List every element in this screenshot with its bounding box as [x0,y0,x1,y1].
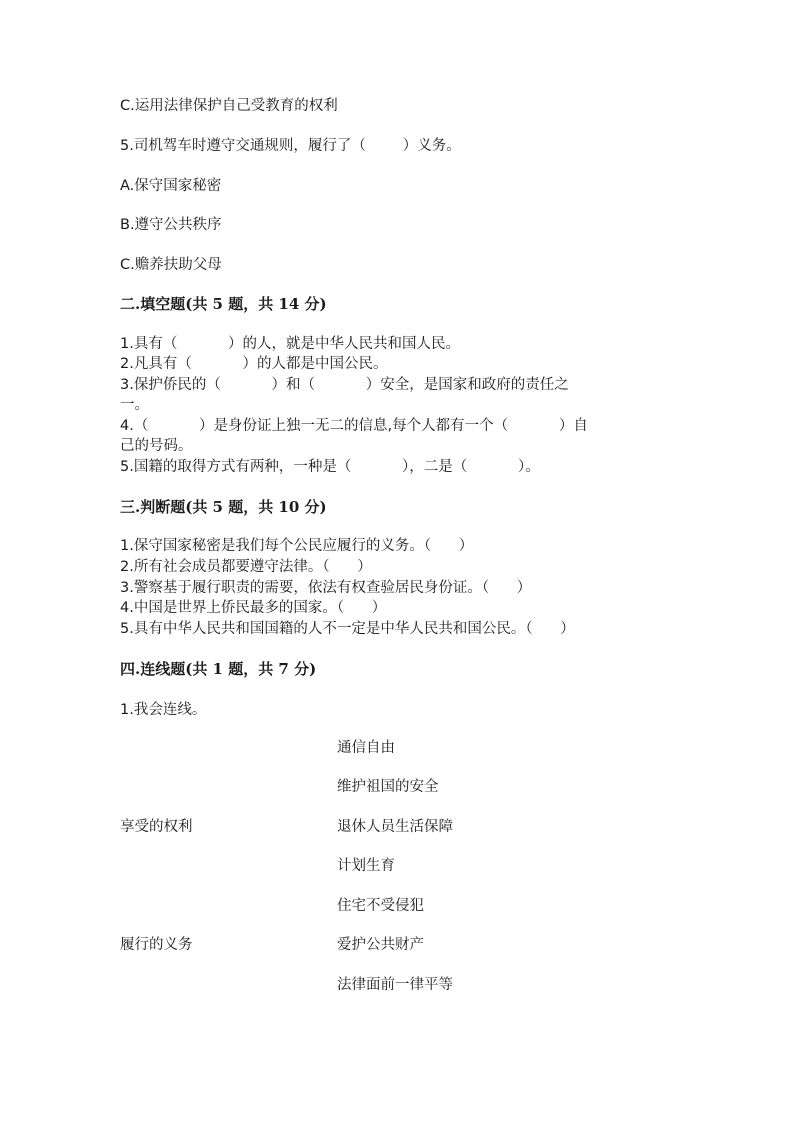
fill-blank-line: 己的号码。 [120,438,193,454]
matching-right-item: 退休人员生活保障 [337,819,453,835]
judge-line: 5.具有中华人民共和国国籍的人不一定是中华人民共和国公民。（ ） [120,621,575,637]
question-5-option-a: A.保守国家秘密 [120,178,222,194]
matching-right-item: 计划生育 [337,858,395,874]
fill-blank-line: 1.具有（ ）的人，就是中华人民共和国人民。 [120,336,461,352]
judge-line: 1.保守国家秘密是我们每个公民应履行的义务。（ ） [120,538,474,554]
fill-blank-line: 3.保护侨民的（ ）和（ ）安全，是国家和政府的责任之 [120,377,569,393]
matching-heading: 四.连线题(共 1 题，共 7 分) [120,660,317,678]
matching-right-item: 通信自由 [337,740,395,756]
judge-line: 3.警察基于履行职责的需要，依法有权查验居民身份证。（ ） [120,580,532,596]
matching-right-item: 法律面前一律平等 [337,977,453,993]
fill-blank-line: 一。 [120,397,149,413]
matching-right-item: 住宅不受侵犯 [337,898,424,914]
option-c-prev: C.运用法律保护自己受教育的权利 [120,98,338,114]
matching-right-item: 爱护公共财产 [337,937,424,953]
fill-blank-line: 2.凡具有（ ）的人都是中国公民。 [120,356,388,372]
question-5-option-c: C.赡养扶助父母 [120,257,222,273]
fill-blank-heading: 二.填空题(共 5 题，共 14 分) [120,295,327,313]
fill-blank-line: 4.（ ）是身份证上独一无二的信息,每个人都有一个（ ）自 [120,418,588,434]
matching-left-item: 享受的权利 [120,819,193,835]
judge-line: 4.中国是世界上侨民最多的国家。（ ） [120,600,387,616]
judge-line: 2.所有社会成员都要遵守法律。（ ） [120,559,372,575]
question-5-option-b: B.遵守公共秩序 [120,217,222,233]
question-5: 5.司机驾车时遵守交通规则，履行了（ ）义务。 [120,138,461,154]
matching-prompt: 1.我会连线。 [120,702,207,718]
fill-blank-line: 5.国籍的取得方式有两种，一种是（ ），二是（ ）。 [120,459,540,475]
matching-right-item: 维护祖国的安全 [337,779,439,795]
matching-left-item: 履行的义务 [120,937,193,953]
judge-heading: 三.判断题(共 5 题，共 10 分) [120,498,327,516]
